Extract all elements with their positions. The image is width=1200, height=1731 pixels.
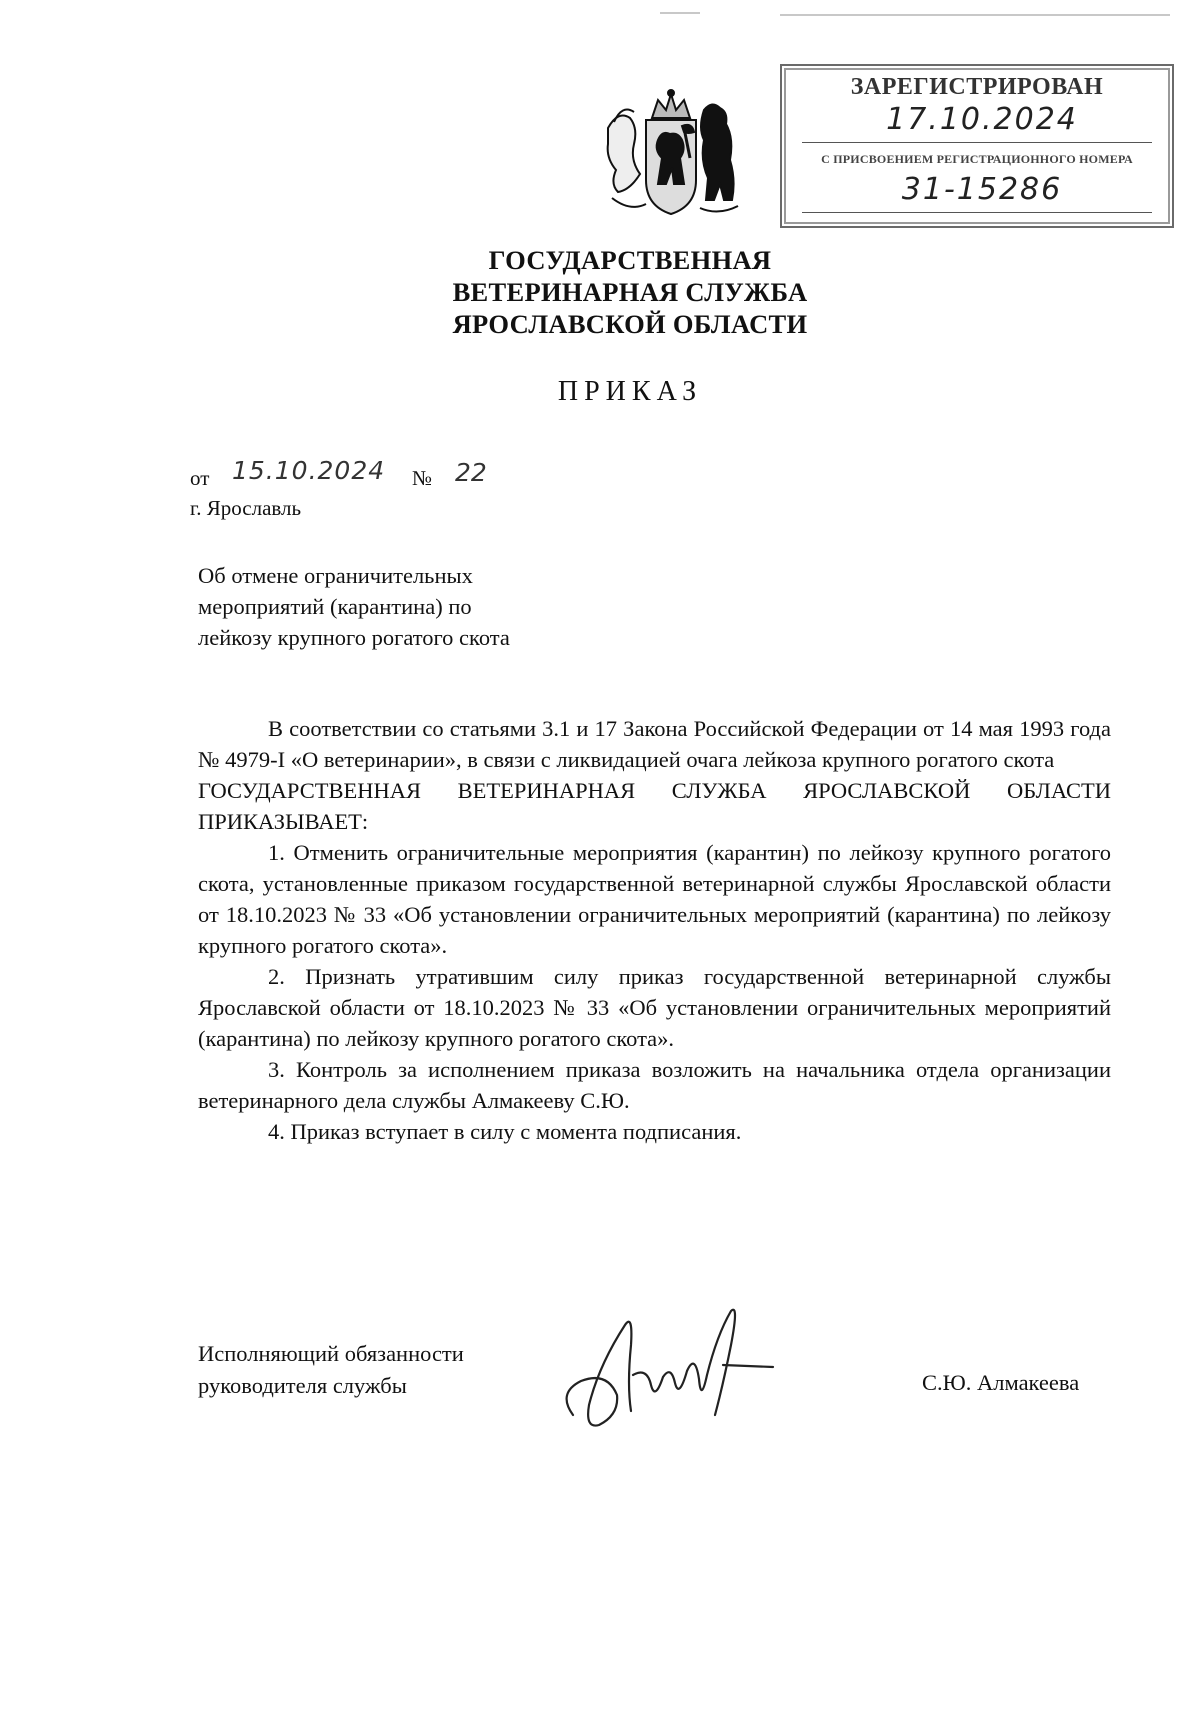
org-line: ВЕТЕРИНАРНАЯ СЛУЖБА	[452, 277, 808, 307]
signatory-title-line: руководителя службы	[198, 1373, 407, 1398]
org-line: ГОСУДАРСТВЕННАЯ	[488, 245, 772, 275]
document-type: ПРИКАЗ	[557, 376, 703, 407]
document-subject	[198, 560, 618, 653]
date-label: от	[190, 466, 210, 490]
document-number: 22	[455, 458, 487, 487]
city: г. Ярославль	[190, 496, 302, 520]
scan-artifact	[780, 14, 1170, 16]
order-item: 4. Приказ вступает в силу с момента подписания.	[268, 1119, 742, 1144]
stamp-underline	[802, 212, 1152, 213]
order-item: 2. Признать утратившим силу приказ государственной ветеринарной службы Ярославской области от 18.10.2023 № 33 «Об установлении ограничительных мероприятий (карантина) по лейкозу крупного рогатого скота».	[198, 964, 1111, 1051]
signatory-name: С.Ю. Алмакеева	[922, 1370, 1080, 1395]
subject-line: мероприятий (карантина) по	[198, 594, 472, 619]
signatory-title	[198, 1338, 464, 1402]
document-date: 15.10.2024	[232, 456, 386, 485]
stamp-title: ЗАРЕГИСТРИРОВАН	[850, 74, 1104, 100]
stamp-underline	[802, 142, 1152, 143]
org-line: ЯРОСЛАВСКОЙ ОБЛАСТИ	[452, 309, 808, 339]
handwritten-signature	[555, 1305, 795, 1435]
signatory-title-line: Исполняющий обязанности	[198, 1341, 464, 1366]
order-line: ГОСУДАРСТВЕННАЯ ВЕТЕРИНАРНАЯ СЛУЖБА ЯРОСЛАВСКОЙ ОБЛАСТИ ПРИКАЗЫВАЕТ:	[198, 778, 1111, 834]
number-label: №	[412, 466, 433, 490]
stamp-number: 31-15286	[901, 172, 1063, 207]
yaroslavl-coat-of-arms-icon	[600, 88, 742, 224]
subject-line: лейкозу крупного рогатого скота	[198, 625, 510, 650]
registration-stamp	[780, 64, 1174, 228]
organization-name	[400, 244, 860, 340]
order-item: 1. Отменить ограничительные мероприятия (карантин) по лейкозу крупного рогатого скота, установленные приказом государственной ветеринарной службы Ярославской области от 18.10.2023 № 33 «Об установлении ограничительных мероприятий (карантина) по лейкозу крупного рогатого скота».	[198, 840, 1111, 958]
order-item: 3. Контроль за исполнением приказа возложить на начальника отдела организации ветеринарного дела службы Алмакееву С.Ю.	[198, 1057, 1111, 1113]
preamble-paragraph: В соответствии со статьями 3.1 и 17 Закона Российской Федерации от 14 мая 1993 года № 4979-I «О ветеринарии», в связи с ликвидацией очага лейкоза крупного рогатого скота	[198, 716, 1111, 772]
stamp-subtitle: С ПРИСВОЕНИЕМ РЕГИСТРАЦИОННОГО НОМЕРА	[821, 152, 1133, 166]
subject-line: Об отмене ограничительных	[198, 563, 473, 588]
document-body	[198, 713, 1111, 1147]
stamp-date: 17.10.2024	[886, 102, 1078, 137]
scan-artifact	[660, 12, 700, 14]
